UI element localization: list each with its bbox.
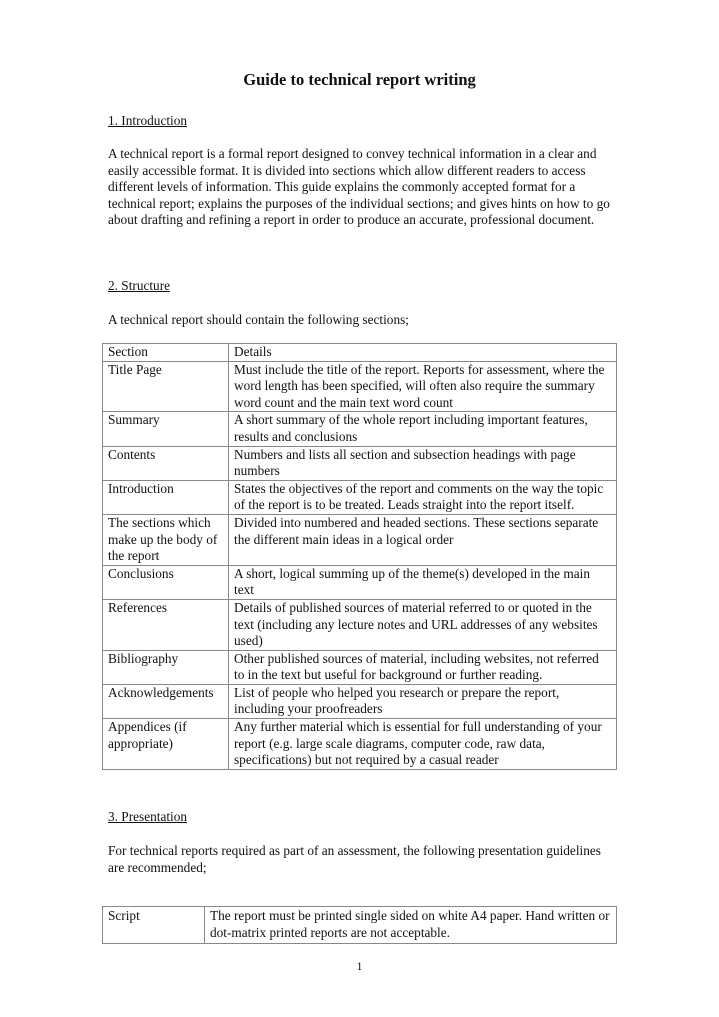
table-row <box>103 684 617 718</box>
table-row <box>103 599 617 650</box>
section-name-cell: Conclusions <box>103 565 229 599</box>
table-row <box>103 361 617 412</box>
section-name-cell: Contents <box>103 446 229 480</box>
section-name-cell: Bibliography <box>103 650 229 684</box>
section-details-cell: A short, logical summing up of the theme(s) developed in the main text <box>229 565 617 599</box>
section-details-cell: List of people who helped you research or prepare the report, including your proofreaders <box>229 684 617 718</box>
table-header-details: Details <box>229 344 617 362</box>
section-name-cell: Introduction <box>103 480 229 514</box>
table-row <box>103 719 617 770</box>
introduction-paragraph: A technical report is a formal report designed to convey technical information in a clear and easily accessible format. It is divided into sections which allow different readers to access different levels of information. This guide explains the commonly accepted format for a technical report; explains the purposes of the individual sections; and gives hints on how to go about drafting and refining a report in order to produce an accurate, professional document. <box>108 146 610 228</box>
document-title: Guide to technical report writing <box>243 70 476 89</box>
section-details-cell: Numbers and lists all section and subsection headings with page numbers <box>229 446 617 480</box>
structure-intro: A technical report should contain the following sections; <box>108 312 409 327</box>
section-details-cell: States the objectives of the report and comments on the way the topic of the report is to be treated. Leads straight into the report itself. <box>229 480 617 514</box>
presentation-item-cell: Script <box>103 907 205 944</box>
section-name-cell: References <box>103 599 229 650</box>
table-row <box>103 514 617 565</box>
table-row <box>103 907 617 944</box>
sections-table <box>102 343 617 770</box>
presentation-intro: For technical reports required as part of an assessment, the following presentation guidelines are recommended; <box>108 843 601 875</box>
section-details-cell: Divided into numbered and headed sections. These sections separate the different main ideas in a logical order <box>229 514 617 565</box>
section-details-cell: A short summary of the whole report including important features, results and conclusions <box>229 412 617 446</box>
presentation-details-cell: The report must be printed single sided on white A4 paper. Hand written or dot-matrix printed reports are not acceptable. <box>205 907 617 944</box>
section-details-cell: Must include the title of the report. Reports for assessment, where the word length has been specified, will often also require the summary word count and the main text word count <box>229 361 617 412</box>
section-name-cell: The sections which make up the body of the report <box>103 514 229 565</box>
presentation-table <box>102 906 617 944</box>
section-details-cell: Details of published sources of material referred to or quoted in the text (including any lecture notes and URL addresses of any websites used) <box>229 599 617 650</box>
table-row <box>103 412 617 446</box>
table-row <box>103 446 617 480</box>
page-number: 1 <box>356 959 363 973</box>
section-name-cell: Title Page <box>103 361 229 412</box>
section-name-cell: Summary <box>103 412 229 446</box>
table-header-section: Section <box>103 344 229 362</box>
section-details-cell: Any further material which is essential for full understanding of your report (e.g. large scale diagrams, computer code, raw data, specifications) but not required by a casual reader <box>229 719 617 770</box>
table-row <box>103 480 617 514</box>
presentation-heading: 3. Presentation <box>108 809 188 824</box>
section-name-cell: Appendices (if appropriate) <box>103 719 229 770</box>
structure-heading: 2. Structure <box>108 278 171 293</box>
table-row <box>103 565 617 599</box>
section-name-cell: Acknowledgements <box>103 684 229 718</box>
table-row <box>103 650 617 684</box>
table-header-row <box>103 344 617 362</box>
section-details-cell: Other published sources of material, including websites, not referred to in the text but useful for background or further reading. <box>229 650 617 684</box>
introduction-heading: 1. Introduction <box>108 113 188 128</box>
